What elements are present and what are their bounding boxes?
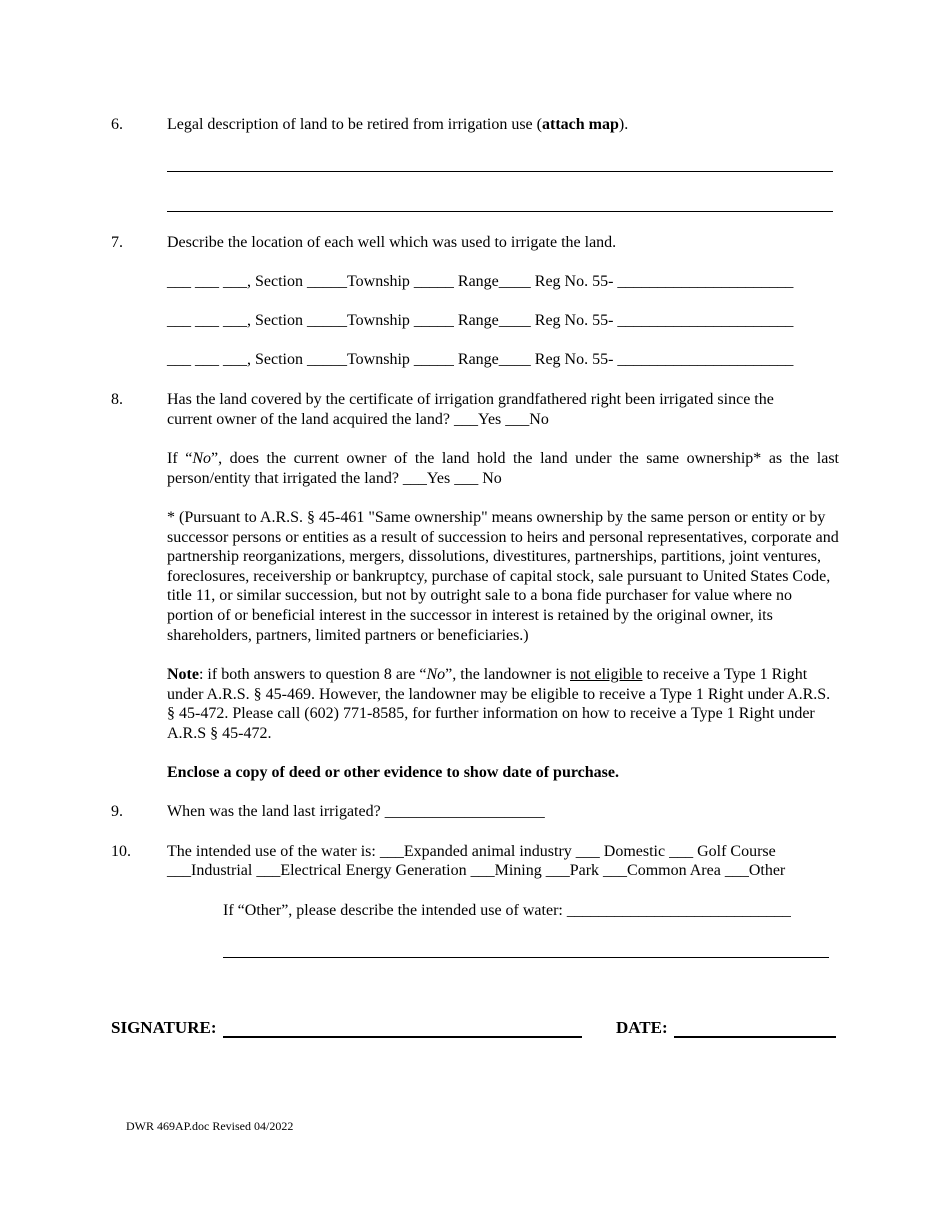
- well-range: Range____: [457, 273, 531, 290]
- q8-if-no-post: ”, does the current owner of the land hold the land under the same ownership* as the last person/entity that irrigated the land? ___Yes ___ No: [167, 450, 840, 487]
- q8-if-no-italic: No: [192, 450, 211, 467]
- q6-blank-line-2[interactable]: [167, 211, 833, 212]
- q8-note-c: to receive a Type 1 Right under A.R.S. § 45-469. However, the landowner may be eligible to receive a Type 1 Right under A.R.S. § 45-472. Please call (602) 771-8585, for further information on how to receive a Type 1 Right under A.R.S § 45-472.: [167, 666, 831, 742]
- q6-text-after: ).: [618, 116, 629, 133]
- well-blanks: ___ ___ ___: [167, 351, 247, 368]
- q8-enclose: Enclose a copy of deed or other evidence to show date of purchase.: [167, 764, 619, 781]
- q8-line-1: Has the land covered by the certificate of irrigation grandfathered right been irrigated since the: [167, 391, 774, 408]
- q8-note: [167, 665, 839, 743]
- date-field[interactable]: [674, 1036, 836, 1038]
- q8-footnote: * (Pursuant to A.R.S. § 45-461 "Same ownership" means ownership by the same person or entity or by successor persons or entities as a result of succession to heirs and personal representatives, corporate and partnership reorganizations, mergers, dissolutions, divestitures, partnerships, partitions, joint ventures, foreclosures, receivership or bankruptcy, purchase of capital stock, sale pursuant to United States Code, title 11, or similar succession, but not by outright sale to a bona fide purchaser for value where no portion of or beneficial interest in the successor in interest is retained by the original owner, its shareholders, partners, limited partners or beneficiaries.): [167, 509, 839, 644]
- q8-note-italic: No: [426, 666, 446, 683]
- q10-line-2: ___Industrial ___Electrical Energy Generation ___Mining ___Park ___Common Area ___Other: [167, 862, 786, 879]
- q6-blank-line-1[interactable]: [167, 171, 833, 172]
- q10-other: If “Other”, please describe the intended use of water: ____________________________: [223, 902, 791, 919]
- well-township: Township _____: [347, 351, 454, 368]
- well-section: , Section _____: [247, 312, 347, 329]
- well-range: Range____: [457, 312, 531, 329]
- q6-text-bold: attach map: [541, 116, 619, 133]
- q10-other-blank-line[interactable]: [223, 957, 829, 958]
- q8-note-a: : if both answers to question 8 are “: [198, 666, 427, 683]
- q9-number: 9.: [111, 803, 123, 820]
- q8-if-no-paragraph: [167, 449, 839, 488]
- well-township: Township _____: [347, 273, 454, 290]
- well-range: Range____: [457, 351, 531, 368]
- q8-note-b: ”, the landowner is: [445, 666, 571, 683]
- well-blanks: ___ ___ ___: [167, 312, 247, 329]
- q10-line-1: The intended use of the water is: ___Expanded animal industry ___ Domestic ___ Golf Course: [167, 843, 776, 860]
- well-row[interactable]: [167, 350, 793, 370]
- signature-field[interactable]: [223, 1036, 582, 1038]
- date-label: DATE:: [616, 1018, 668, 1037]
- q6-text: [167, 115, 628, 135]
- q8-note-label: Note: [167, 666, 199, 683]
- well-reg: Reg No. 55- ______________________: [534, 312, 794, 329]
- q8-number: 8.: [111, 391, 123, 408]
- well-row[interactable]: [167, 311, 793, 331]
- well-reg: Reg No. 55- ______________________: [534, 273, 794, 290]
- q6-text-before: Legal description of land to be retired from irrigation use (: [167, 116, 542, 133]
- signature-label: SIGNATURE:: [111, 1018, 217, 1037]
- well-township: Township _____: [347, 312, 454, 329]
- well-reg: Reg No. 55- ______________________: [534, 351, 794, 368]
- well-blanks: ___ ___ ___: [167, 273, 247, 290]
- well-row[interactable]: [167, 272, 793, 292]
- q7-number: 7.: [111, 234, 123, 251]
- q6-number: 6.: [111, 116, 123, 133]
- q8-line-2: current owner of the land acquired the land? ___Yes ___No: [167, 411, 549, 428]
- footer-doc-id: DWR 469AP.doc Revised 04/2022: [126, 1119, 294, 1133]
- q7-text: Describe the location of each well which was used to irrigate the land.: [167, 234, 617, 251]
- q8-note-underline: not eligible: [570, 666, 643, 683]
- q9-text: When was the land last irrigated? ____________________: [167, 803, 545, 820]
- q8-if-no-pre: If “: [167, 450, 193, 467]
- q10-number: 10.: [111, 843, 131, 860]
- well-section: , Section _____: [247, 273, 347, 290]
- well-section: , Section _____: [247, 351, 347, 368]
